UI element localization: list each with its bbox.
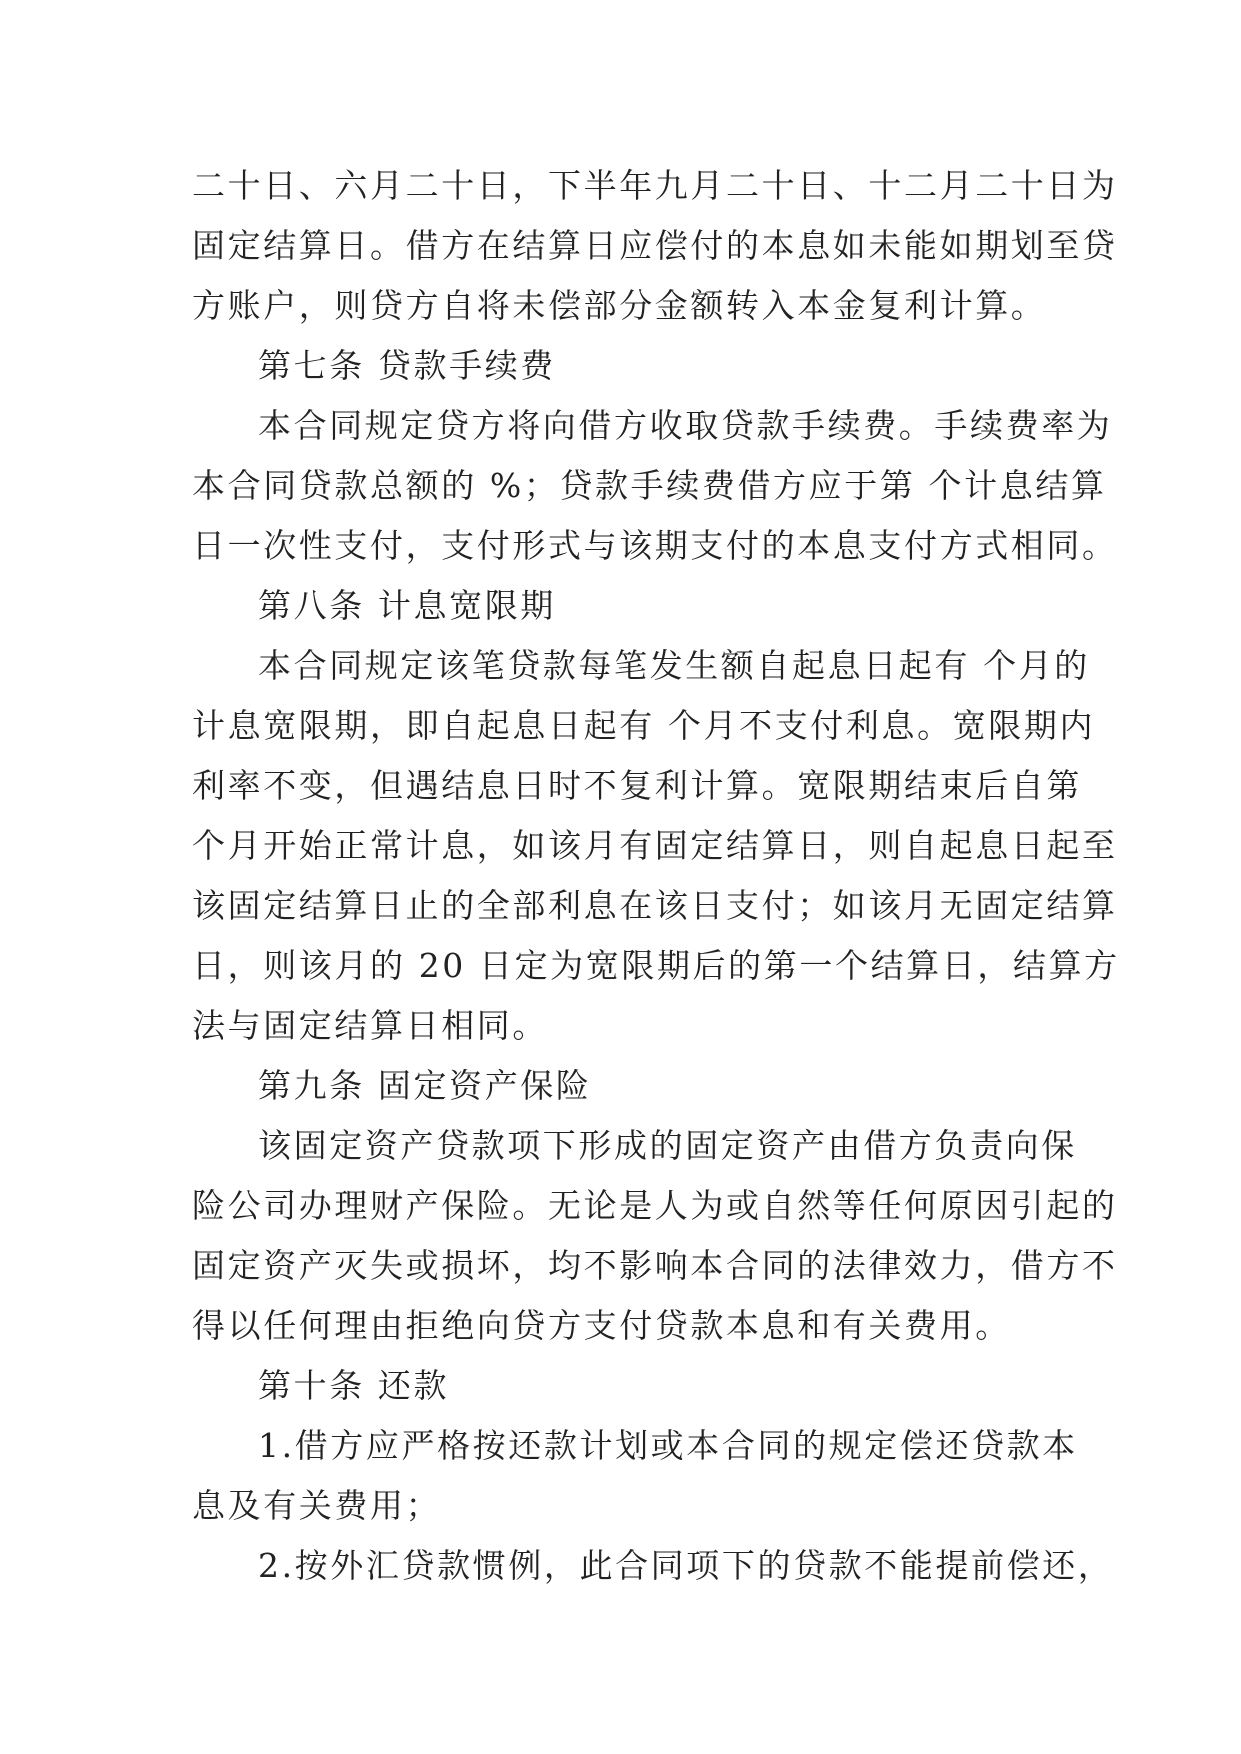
text-line: 该固定资产贷款项下形成的固定资产由借方负责向保 xyxy=(258,1126,1077,1165)
text-line: 得以任何理由拒绝向贷方支付贷款本息和有关费用。 xyxy=(192,1306,1011,1345)
section-heading-10: 第十条 还款 xyxy=(258,1366,450,1405)
text-line: 日一次性支付，支付形式与该期支付的本息支付方式相同。 xyxy=(192,526,1118,565)
text-line: 方账户，则贷方自将未偿部分金额转入本金复利计算。 xyxy=(192,286,1047,325)
text-line: 计息宽限期，即自起息日起有 个月不支付利息。宽限期内 xyxy=(192,706,1096,745)
list-item: 2.按外汇贷款惯例，此合同项下的贷款不能提前偿还， xyxy=(258,1546,1114,1585)
text-line: 险公司办理财产保险。无论是人为或自然等任何原因引起的 xyxy=(192,1186,1118,1225)
section-heading-7: 第七条 贷款手续费 xyxy=(258,346,556,385)
text-line: 利率不变，但遇结息日时不复利计算。宽限期结束后自第 xyxy=(192,766,1082,805)
text-line: 息及有关费用； xyxy=(192,1486,442,1525)
text-line: 本合同规定该笔贷款每笔发生额自起息日起有 个月的 xyxy=(258,646,1090,685)
text-line: 该固定结算日止的全部利息在该日支付；如该月无固定结算 xyxy=(192,886,1118,925)
text-line: 日，则该月的 20 日定为宽限期后的第一个结算日，结算方 xyxy=(192,946,1120,985)
text-line: 本合同规定贷方将向借方收取贷款手续费。手续费率为 xyxy=(258,406,1113,445)
text-line: 二十日、六月二十日，下半年九月二十日、十二月二十日为 xyxy=(192,166,1118,205)
list-item: 1.借方应严格按还款计划或本合同的规定偿还贷款本 xyxy=(258,1426,1078,1465)
section-heading-8: 第八条 计息宽限期 xyxy=(258,586,556,625)
text-line: 固定结算日。借方在结算日应偿付的本息如未能如期划至贷 xyxy=(192,226,1118,265)
document-body xyxy=(192,156,1120,1596)
text-line: 本合同贷款总额的 %；贷款手续费借方应于第 个计息结算 xyxy=(192,466,1107,505)
text-line: 个月开始正常计息，如该月有固定结算日，则自起息日起至 xyxy=(192,826,1118,865)
text-line: 法与固定结算日相同。 xyxy=(192,1006,548,1045)
section-heading-9: 第九条 固定资产保险 xyxy=(258,1066,592,1105)
text-line: 固定资产灭失或损坏，均不影响本合同的法律效力，借方不 xyxy=(192,1246,1118,1285)
